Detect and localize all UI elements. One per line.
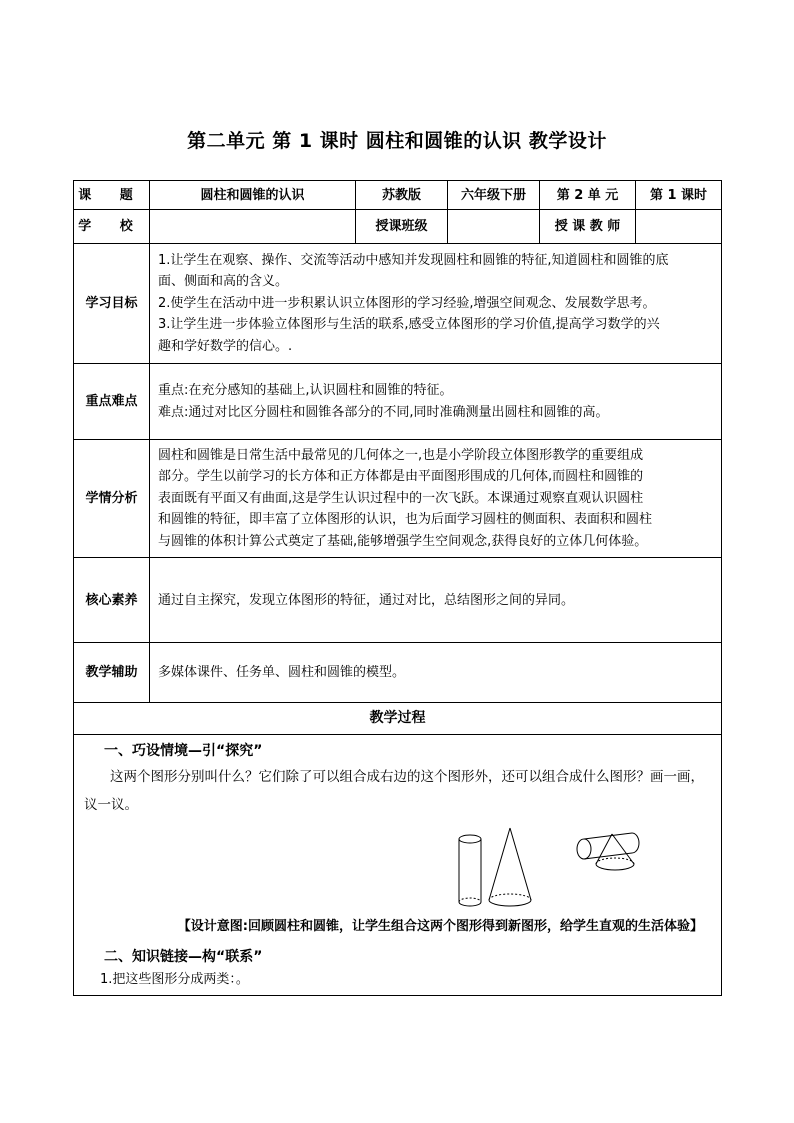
class-value[interactable] <box>448 210 540 244</box>
key-point-line: 重点:在充分感知的基础上,认识圆柱和圆锥的特征。 <box>158 383 453 398</box>
unit-value: 第 2 单 元 <box>540 181 636 210</box>
key-point-line: 难点:通过对比区分圆柱和圆锥各部分的不同,同时准确测量出圆柱和圆锥的高。 <box>158 404 609 420</box>
lesson-value: 第 1 课时 <box>636 181 722 210</box>
analysis-line: 圆柱和圆锥是日常生活中最常见的几何体之一,也是小学阶段立体图形教学的重要组成 <box>158 447 644 463</box>
teacher-value[interactable] <box>636 210 722 244</box>
analysis-line: 部分。学生以前学习的长方体和正方体都是由平面图形围成的几何体,而圆柱和圆锥的 <box>158 469 644 485</box>
objective-line: 趣和学好数学的信心。. <box>158 338 293 354</box>
objective-line: 1.让学生在观察、操作、交流等活动中感知并发现圆柱和圆锥的特征,知道圆柱和圆锥的底 <box>158 252 669 268</box>
document-title: 第二单元 第 1 课时 圆柱和圆锥的认识 教学设计 <box>187 130 607 152</box>
label-teacher: 授 课 教 师 <box>540 210 636 244</box>
core-content: 通过自主探究，发现立体图形的特征，通过对比，总结图形之间的异同。 <box>150 558 722 643</box>
grade-value: 六年级下册 <box>448 181 540 210</box>
analysis-line: 与圆锥的体积计算公式奠定了基础,能够增强学生空间观念,获得良好的立体几何体验。 <box>158 533 648 549</box>
row-process <box>74 735 722 996</box>
section2-title: 二、知识链接—构“联系” <box>104 949 263 965</box>
label-class: 授课班级 <box>356 210 448 244</box>
objective-line: 3.让学生进一步体验立体图形与生活的联系,感受立体图形的学习价值,提高学习数学的兴 <box>158 317 660 333</box>
design-note: 【设计意图:回顾圆柱和圆锥，让学生组合这两个图形得到新图形，给学生直观的生活体验】 <box>177 919 703 934</box>
publisher-value: 苏教版 <box>356 181 448 210</box>
section1-paragraph: 这两个图形分别叫什么？它们除了可以组合成右边的这个图形外，还可以组合成什么图形？画一画，议一议。 <box>84 769 704 813</box>
cone-figure <box>489 828 531 906</box>
row-analysis <box>74 440 722 558</box>
combined-figure <box>577 833 639 870</box>
school-value[interactable] <box>150 210 356 244</box>
row-core <box>74 558 722 643</box>
topic-value: 圆柱和圆锥的认识 <box>150 181 356 210</box>
label-objectives: 学习目标 <box>74 244 150 364</box>
label-aids: 教学辅助 <box>74 643 150 703</box>
label-core: 核心素养 <box>74 558 150 643</box>
key-points-content <box>150 364 722 440</box>
aids-content: 多媒体课件、任务单、圆柱和圆锥的模型。 <box>150 643 722 703</box>
row-objectives <box>74 244 722 364</box>
label-school: 学 校 <box>74 210 150 244</box>
figures-area <box>84 819 711 915</box>
section2-item-1: 1.把这些图形分成两类：。 <box>100 972 249 987</box>
label-analysis: 学情分析 <box>74 440 150 558</box>
objectives-content <box>150 244 722 364</box>
analysis-line: 表面既有平面又有曲面,这是学生认识过程中的一次飞跃。本课通过观察直观认识圆柱 <box>158 490 644 506</box>
analysis-line: 和圆锥的特征，即丰富了立体图形的认识，也为后面学习圆柱的侧面积、表面积和圆柱 <box>158 512 653 528</box>
analysis-content <box>150 440 722 558</box>
cylinder-figure <box>459 835 481 906</box>
process-header: 教学过程 <box>74 703 722 735</box>
row-aids <box>74 643 722 703</box>
row-school <box>74 210 722 244</box>
label-key-points: 重点难点 <box>74 364 150 440</box>
objective-line: 2.使学生在活动中进一步积累认识立体图形的学习经验,增强空间观念、发展数学思考。 <box>158 295 656 311</box>
row-key-points <box>74 364 722 440</box>
section1-title: 一、巧设情境—引“探究” <box>104 743 263 759</box>
label-topic: 课 题 <box>74 181 150 210</box>
lesson-plan-table <box>73 180 722 996</box>
row-topic <box>74 181 722 210</box>
row-process-header <box>74 703 722 735</box>
objective-line: 面、侧面和高的含义。 <box>158 274 289 290</box>
process-content <box>74 735 722 996</box>
geometry-figures <box>84 819 724 915</box>
